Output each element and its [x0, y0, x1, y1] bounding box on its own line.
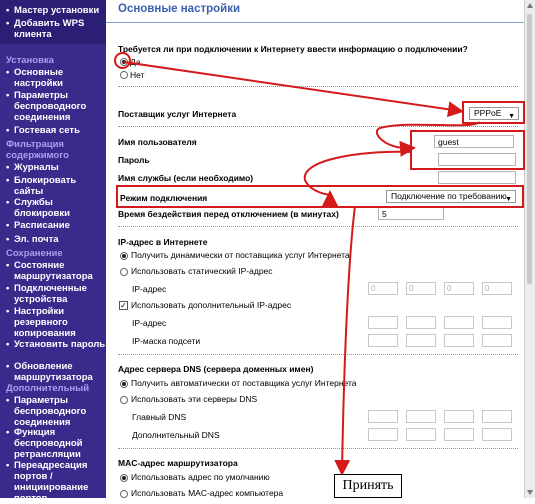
static-ip-label: IP-адрес: [132, 284, 167, 294]
sidebar-item-port-forwarding[interactable]: • Переадресация портов / инициирование портов: [6, 460, 89, 504]
sidebar-item-router-update[interactable]: • Обновление маршрутизатора: [6, 361, 93, 383]
subnet-mask-label: IP-маска подсети: [132, 336, 201, 346]
connection-mode-select[interactable]: Подключение по требованию ▼: [386, 190, 516, 203]
sidebar-section-content-filtering: Фильтрация содержимого: [6, 139, 69, 161]
static-ip-octet-1[interactable]: 0: [368, 282, 398, 295]
sidebar-section-advanced: Дополнительный: [6, 383, 90, 394]
internet-ip-section-title: IP-адрес в Интернете: [118, 237, 208, 247]
connection-question: Требуется ли при подключении к Интернету ввести информацию о подключении?: [118, 44, 468, 54]
dns-section-title: Адрес сервера DNS (сервера доменных имен): [118, 364, 314, 374]
sidebar-item-backup-settings[interactable]: • Настройки резервного копирования: [6, 306, 76, 339]
radio-ip-dynamic-label: Получить динамически от поставщика услуг Интернета: [131, 250, 350, 260]
arrow-mode-to-accept: [342, 206, 355, 472]
sidebar-item-guest-network[interactable]: • Гостевая сеть: [6, 125, 80, 136]
sidebar-item-wireless-repeating[interactable]: • Функция беспроводной ретрансляции: [6, 427, 83, 460]
isp-select[interactable]: PPPoE ▼: [469, 107, 519, 120]
secondary-dns-label: Дополнительный DNS: [132, 430, 220, 440]
sidebar-item-adv-wireless[interactable]: • Параметры беспроводного соединения: [6, 395, 87, 428]
arrow-yes-to-isp: [124, 62, 460, 111]
radio-dns-auto-label: Получить автоматически от поставщика услуг Интернета: [131, 378, 357, 388]
radio-yes-label: Да: [130, 57, 141, 67]
sidebar-item-router-status[interactable]: • Состояние маршрутизатора: [6, 260, 93, 282]
sidebar-item-basic-settings[interactable]: • Основные настройки: [6, 67, 64, 89]
static-ip-octet-3[interactable]: 0: [444, 282, 474, 295]
arrow-isp-to-credentials: [377, 122, 480, 148]
username-input[interactable]: guest: [434, 135, 514, 148]
sidebar-item-set-password[interactable]: • Установить пароль: [6, 339, 106, 350]
sidebar-item-add-wps[interactable]: • Добавить WPS клиента: [6, 18, 85, 40]
sidebar-item-block-sites[interactable]: • Блокировать сайты: [6, 175, 77, 197]
radio-mac-computer-label: Использовать MAC-адрес компьютера: [131, 488, 284, 498]
connection-mode-label: Режим подключения: [120, 193, 208, 203]
arrow-credentials-to-mode: [305, 152, 412, 195]
page-title: Основные настройки: [118, 3, 241, 15]
mac-section-title: MAC-адрес маршрутизатора: [118, 458, 238, 468]
sidebar-section-maintenance: Сохранение: [6, 248, 63, 259]
sidebar-item-wireless-settings[interactable]: • Параметры беспроводного соединения: [6, 90, 87, 123]
accept-callout: Принять: [334, 474, 402, 498]
primary-dns-label: Главный DNS: [132, 412, 187, 422]
isp-label: Поставщик услуг Интернета: [118, 109, 237, 119]
idle-timeout-input[interactable]: 5: [378, 207, 444, 220]
sidebar-item-setup-wizard[interactable]: • Мастер установки: [6, 5, 100, 16]
extra-ip-address-label: IP-адрес: [132, 318, 167, 328]
sidebar-item-logs[interactable]: • Журналы: [6, 162, 59, 173]
idle-timeout-label: Время бездействия перед отключением (в минутах): [118, 209, 339, 219]
sidebar-item-schedule[interactable]: • Расписание: [6, 220, 70, 231]
extra-ip-checkbox[interactable]: ✓: [120, 301, 127, 310]
sidebar-section-setup: Установка: [6, 55, 54, 66]
username-label: Имя пользователя: [118, 137, 197, 147]
radio-ip-static-label: Использовать статический IP-адрес: [131, 266, 273, 276]
sidebar-item-email[interactable]: • Эл. почта: [6, 234, 59, 245]
sidebar-item-attached-devices[interactable]: • Подключенные устройства: [6, 283, 87, 305]
radio-mac-default-label: Использовать адрес по умолчанию: [131, 472, 270, 482]
extra-ip-label: Использовать дополнительный IP-адрес: [131, 300, 292, 310]
sidebar-item-block-services[interactable]: • Службы блокировки: [6, 197, 70, 219]
password-label: Пароль: [118, 155, 150, 165]
static-ip-octet-4[interactable]: 0: [482, 282, 512, 295]
radio-dns-manual-label: Использовать эти серверы DNS: [131, 394, 258, 404]
radio-no-label: Нет: [130, 70, 145, 80]
static-ip-octet-2[interactable]: 0: [406, 282, 436, 295]
service-name-label: Имя службы (если необходимо): [118, 173, 254, 183]
